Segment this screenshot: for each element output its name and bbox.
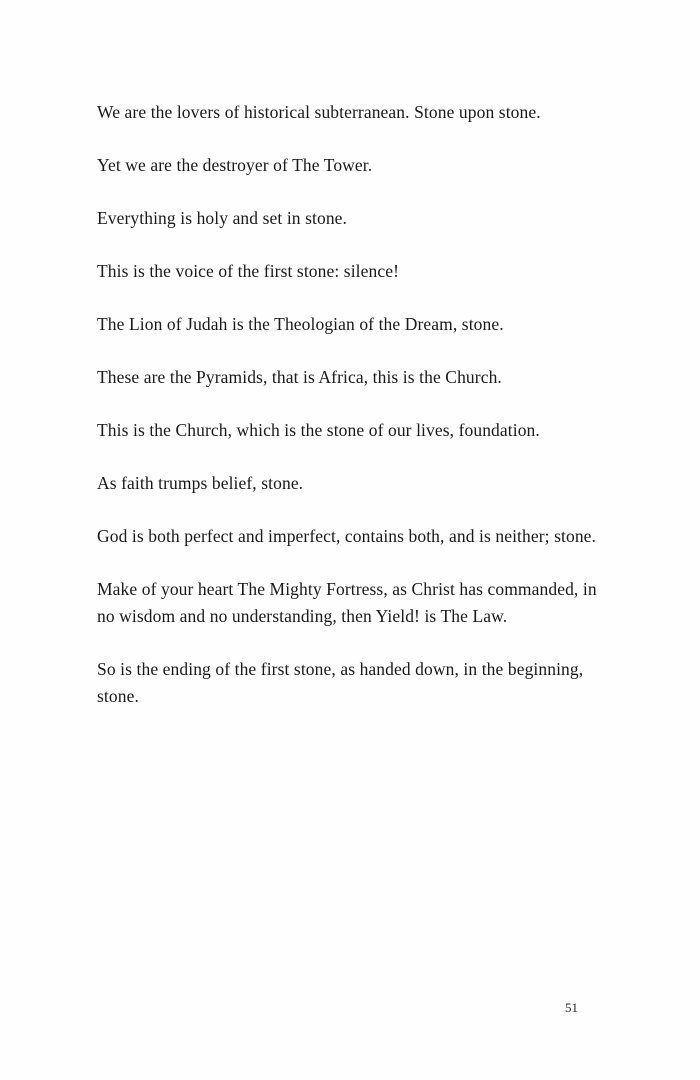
paragraph-1: We are the lovers of historical subterranean. Stone upon stone.: [97, 102, 541, 122]
paragraph-11: So is the ending of the first stone, as handed down, in the beginning, stone.: [97, 659, 584, 706]
paragraph-7: This is the Church, which is the stone of our lives, foundation.: [97, 420, 540, 440]
paragraph-3: Everything is holy and set in stone.: [97, 208, 348, 228]
page-number: 51: [565, 1000, 578, 1015]
poem-body: [97, 99, 597, 736]
paragraph-5: The Lion of Judah is the Theologian of the Dream, stone.: [97, 314, 504, 334]
paragraph-8: As faith trumps belief, stone.: [97, 473, 304, 493]
paragraph-9: God is both perfect and imperfect, contains both, and is neither; stone.: [97, 526, 597, 546]
paragraph-4: This is the voice of the first stone: silence!: [97, 261, 400, 281]
paragraph-6: These are the Pyramids, that is Africa, this is the Church.: [97, 367, 502, 387]
paragraph-10: Make of your heart The Mighty Fortress, as Christ has commanded, in no wisdom and no understanding, then Yield! is The Law.: [97, 579, 597, 626]
paragraph-2: Yet we are the destroyer of The Tower.: [97, 155, 373, 175]
